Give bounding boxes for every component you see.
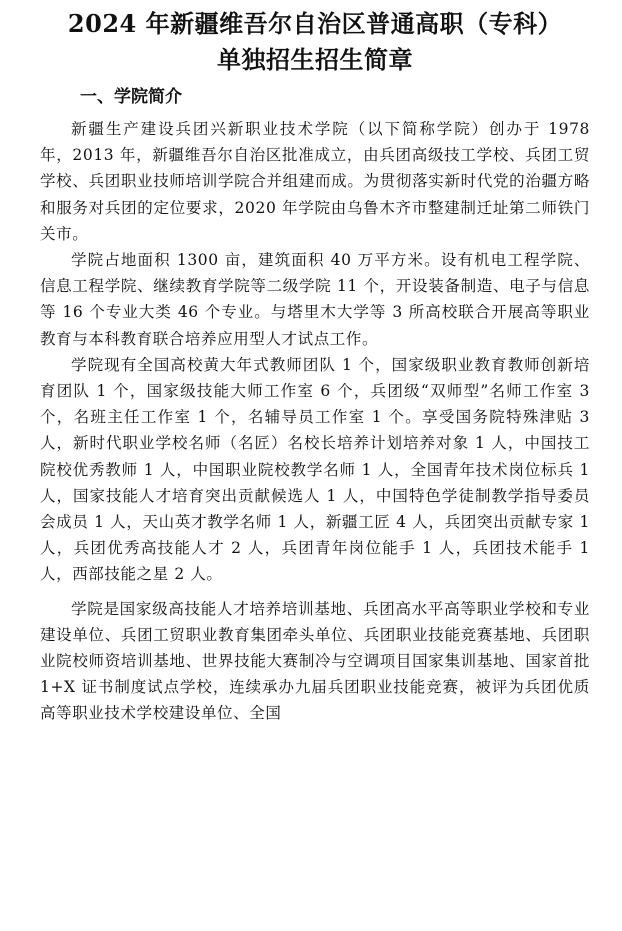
document-title-line-1: 2024 年新疆维吾尔自治区普通高职（专科）	[67, 9, 563, 38]
paragraph-faculty: 学院现有全国高校黄大年式教师团队 1 个，国家级职业教育教师创新培育团队 1 个，国家级技能大师工作室 6 个，兵团级“双师型”名师工作室 3 个，名班主任工作室 1 个，名辅导员工作室 1 个。享受国务院特殊津贴 3 人，新时代职业学校名师（名匠）名校长培养计划培养对象 1 人，中国技工院校优秀教师 1 人，中国职业院校教学名师 1 人，全国青年技术岗位标兵 1 人，国家技能人才培育突出贡献候选人 1 人，中国特色学徒制教学指导委员会成员 1 人，天山英才教学名师 1 人，新疆工匠 4 人，兵团突出贡献专家 1 人，兵团优秀高技能人才 2 人，兵团青年岗位能手 1 人，兵团技术能手 1 人，西部技能之星 2 人。	[40, 355, 590, 584]
section-heading: 一、学院简介	[80, 87, 182, 107]
paragraph-campus: 学院占地面积 1300 亩，建筑面积 40 万平方米。设有机电工程学院、信息工程学院、继续教育学院等二级学院 11 个，开设装备制造、电子与信息等 16 个专业大类 46 个专业。与塔里木大学等 3 所高校联合开展高等职业教育与本科教育联合培养应用型人才试点工作。	[40, 251, 590, 348]
paragraph-founding: 新疆生产建设兵团兴新职业技术学院（以下简称学院）创办于 1978 年，2013 年，新疆维吾尔自治区批准成立，由兵团高级技工学校、兵团工贸学校、兵团职业技师培训学院合并组建而成。为贯彻落实新时代党的治疆方略和服务对兵团的定位要求，2020 年学院由乌鲁木齐市整建制迁址第二师铁门关市。	[40, 120, 590, 243]
paragraph-honors: 学院是国家级高技能人才培养培训基地、兵团高水平高等职业学校和专业建设单位、兵团工贸职业教育集团牵头单位、兵团职业技能竞赛基地、兵团职业院校师资培训基地、世界技能大赛制冷与空调项目国家集训基地、国家首批 1+X 证书制度试点学校，连续承办九届兵团职业技能竞赛，被评为兵团优质高等职业技术学校建设单位、全国	[40, 599, 590, 723]
document-title-line-2: 单独招生招生简章	[217, 45, 413, 74]
